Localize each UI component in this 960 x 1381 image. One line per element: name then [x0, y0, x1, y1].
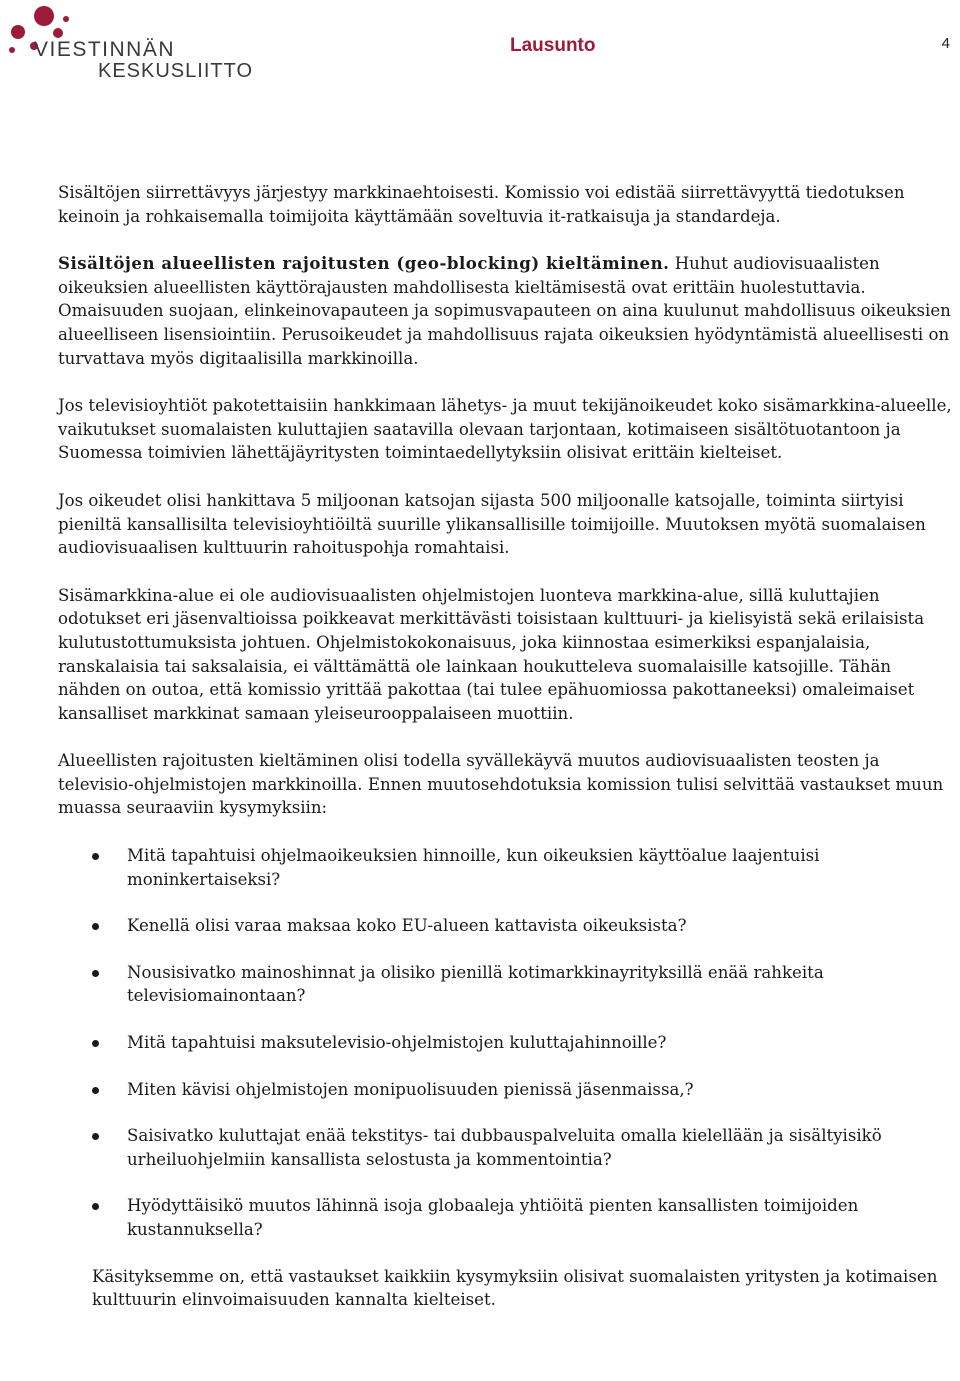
bullet-icon	[92, 1203, 99, 1210]
paragraph-geo-blocking-text: Huhut audiovisuaalisten oikeuksien alueellisten käyttörajausten mahdollisesta kieltämisestä ovat erittäin huolestuttavia. Omaisuuden suojaan, elinkeinovapauteen ja sopimusvapauteen on aina kuulunut mahdollisuus oikeuksien alueelliseen lisensiointiin. Perusoikeudet ja mahdollisuus rajata oikeuksien hyödyntämistä alueellisesti on turvattava myös digitaalisilla markkinoilla.	[58, 254, 951, 368]
list-item: Mitä tapahtuisi ohjelmaoikeuksien hinnoille, kun oikeuksien käyttöalue laajentuisi moninkertaiseksi?	[58, 844, 956, 891]
bullet-icon	[92, 1040, 99, 1047]
paragraph-internal-market: Sisämarkkina-alue ei ole audiovisuaalisten ohjelmistojen luonteva markkina-alue, sillä kuluttajien odotukset eri jäsenvaltioissa poikkeavat merkittävästi toisistaan kulttuuri- ja kielisyistä sekä erilaisista kulutustottumuksista johtuen. Ohjelmistokokonaisuus, joka kiinnostaa esimerkiksi espanjalaisia, ranskalaisia tai saksalaisia, ei välttämättä ole lainkaan houkutteleva suomalaisille katsojille. Tähän nähden on outoa, että komissio yrittää pakottaa (tai tulee epähuomiossa pakottaneeksi) omaleimaiset kansalliset markkinat samaan yleiseurooppalaiseen muottiin.	[58, 585, 925, 723]
list-item: Kenellä olisi varaa maksaa koko EU-alueen kattavista oikeuksista?	[58, 914, 956, 938]
logo-text-line1: VIESTINNÄN	[34, 38, 176, 61]
questions-list	[58, 844, 956, 1242]
bullet-icon	[92, 1133, 99, 1140]
list-item: Miten kävisi ohjelmistojen monipuolisuuden pienissä jäsenmaissa,?	[58, 1078, 956, 1102]
paragraph-geo-blocking	[58, 252, 956, 370]
paragraph-tv-companies: Jos televisioyhtiöt pakotettaisiin hankkimaan lähetys- ja muut tekijänoikeudet koko sisämarkkina-alueelle, vaikutukset suomalaisten kuluttajien saatavilla olevaan tarjontaan, kotimaiseen sisältötuotantoon ja Suomessa toimivien lähettäjäyritysten toimintaedellytyksiin olisivat erittäin kielteiset.	[58, 396, 952, 463]
paragraph-conclusion: Käsityksemme on, että vastaukset kaikkiin kysymyksiin olisivat suomalaisten yritysten ja kotimaisen kulttuurin elinvoimaisuuden kannalta kielteiset.	[92, 1266, 938, 1310]
bullet-icon	[92, 923, 99, 930]
paragraph-portability: Sisältöjen siirrettävyys järjestyy markkinaehtoisesti. Komissio voi edistää siirrettävyyttä tiedotuksen keinoin ja rohkaisemalla toimijoita käyttämään soveltuvia it-ratkaisuja ja standardeja.	[58, 183, 905, 226]
bullet-icon	[92, 853, 99, 860]
bullet-icon	[92, 1087, 99, 1094]
list-item: Saisivatko kuluttajat enää tekstitys- tai dubbauspalveluita omalla kielellään ja sisältyisikö urheiluohjelmiin kansallista selostusta ja kommentointia?	[58, 1124, 956, 1171]
viestinnan-keskusliitto-logo	[4, 2, 274, 82]
list-item: Hyödyttäisikö muutos lähinnä isoja globaaleja yhtiöitä pienten kansallisten toimijoiden kustannuksella?	[58, 1194, 956, 1241]
list-item: Mitä tapahtuisi maksutelevisio-ohjelmistojen kuluttajahinnoille?	[58, 1031, 956, 1055]
paragraph-questions-intro: Alueellisten rajoitusten kieltäminen olisi todella syvällekäyvä muutos audiovisuaalisten teosten ja televisio-ohjelmistojen markkinoilla. Ennen muutosehdotuksia komission tulisi selvittää vastaukset muun muassa seuraaviin kysymyksiin:	[58, 751, 944, 818]
section-heading-geo-blocking: Sisältöjen alueellisten rajoitusten (geo-blocking) kieltäminen.	[58, 253, 670, 274]
list-item: Nousisivatko mainoshinnat ja olisiko pienillä kotimarkkinayrityksillä enää rahkeita televisiomainontaan?	[58, 961, 956, 1008]
logo-text-line2: KESKUSLIITTO	[98, 60, 254, 82]
bullet-icon	[92, 970, 99, 977]
page-header	[0, 0, 960, 90]
document-type-label: Lausunto	[510, 35, 596, 56]
document-body	[58, 181, 956, 1336]
paragraph-rights-scale: Jos oikeudet olisi hankittava 5 miljoonan katsojan sijasta 500 miljoonalle katsojalle, toiminta siirtyisi pieniltä kansallisilta televisioyhtiöiltä suurille ylikansallisille toimijoille. Muutoksen myötä suomalaisen audiovisuaalisen kulttuurin rahoituspohja romahtaisi.	[58, 490, 926, 558]
page-number: 4	[941, 35, 950, 52]
